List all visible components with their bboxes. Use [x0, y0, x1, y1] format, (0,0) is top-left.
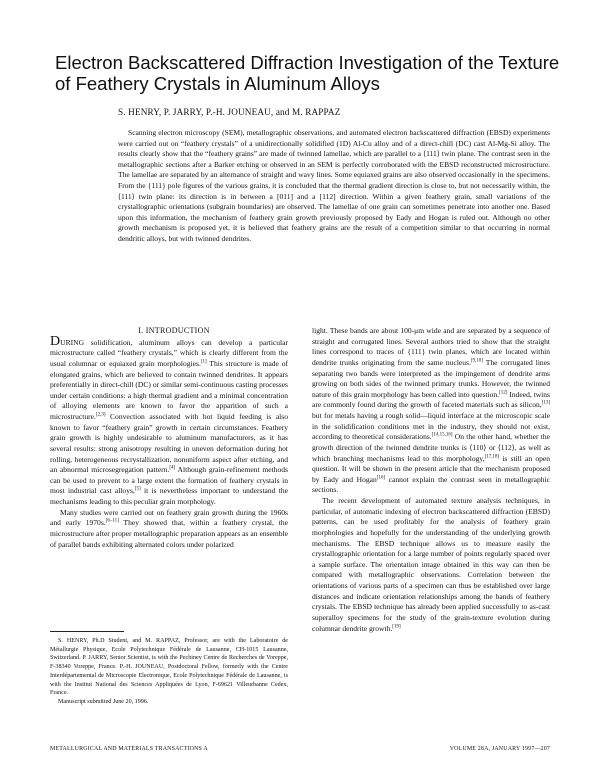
- citation: [14,15,16]: [431, 432, 453, 438]
- citation: [5]: [134, 486, 141, 492]
- citation: [12]: [499, 390, 508, 396]
- abstract: [118, 128, 550, 245]
- drop-cap: D: [50, 333, 61, 349]
- citation: [19]: [392, 623, 401, 629]
- intro-paragraph-2: Many studies were carried out on feathery grain growth during the 1960s and early 1970s.[6–11] They showed that, within a feathery crystal, the microstructure after proper metallographic preparation appears as an ensemble of parallel bands exhibiting alternated colors under polarized: [50, 507, 289, 549]
- left-column: [50, 326, 288, 550]
- affiliations: S. HENRY, Ph.D Student, and M. RAPPAZ, Professor, are with the Laboratoire de Métallurgie Physique, Ecole Polytechnique Fédérale de Lausanne, CH-1015 Lausanne, Switzerland. P. JARRY, Senior Scientist, is with the Pechiney Centre de Recherches de Voreppe, F-38340 Voreppe, France. P.-H. JOUNEAU, Postdoctoral Fellow, formerly with the Centre Interdépartemental de Microscopie Electronique, Ecole Polytechnique Fédérale de Lausanne, is with the Institut National des Sciences Appliquées de Lyon, F-69621 Villeurbanne Cedex, France.: [50, 638, 288, 697]
- citation: [6–11]: [105, 518, 119, 524]
- journal-name: METALLURGICAL AND MATERIALS TRANSACTIONS A: [50, 746, 208, 752]
- paper-title: Electron Backscattered Diffraction Investigation of the Texture of Feathery Crystals in Aluminum Alloys: [55, 52, 560, 94]
- citation: [4]: [169, 465, 176, 471]
- right-column: [312, 326, 550, 634]
- manuscript-date: Manuscript submitted June 20, 1996.: [58, 698, 149, 705]
- author-footnote: [50, 637, 288, 707]
- citation: [17,18]: [484, 453, 500, 459]
- citation: [16]: [376, 475, 386, 481]
- footnote-divider: [50, 631, 124, 632]
- volume-page: VOLUME 28A, JANUARY 1997—207: [449, 746, 550, 752]
- author-list: S. HENRY, P. JARRY, P.-H. JOUNEAU, and M. RAPPAZ: [118, 107, 341, 117]
- citation: [2,3]: [95, 412, 106, 418]
- citation: [1]: [200, 359, 207, 365]
- citation: [9,10]: [470, 358, 483, 364]
- intro-paragraph-4: The recent development of automated texture analysis techniques, in particular, of automatic indexing of electron backscattered diffraction (EBSD) patterns, can be used profitably for the analysis of feathery grain morphologies and hopefully for the understanding of the underlying growth mechanisms. The EBSD technique allows us to measure easily the crystallographic orientation for a large number of points regularly spaced over a sample surface. The orientation image obtained in this way can then be compared with metallographic observations. Correlation between the orientations of various parts of a specimen can thus be established over large distances and indicate orientation relationships among the bands of feathery crystals. The EBSD technique has already been applied successfully to as-cast superalloy specimens for the study of the grain-texture evolution during columnar dendrite growth.[19]: [312, 496, 550, 633]
- intro-paragraph-1: DURING solidification, aluminum alloys can develop a particular microstructure called “feathery crystals,” which is clearly different from the usual columnar or equiaxed grain morphologies.[1] This structure is made of elongated grains, which are believed to contain twinned dendrites. It appears preferentially in direct-chill (DC) or similar semi-continuous casting processes under certain conditions: a high thermal gradient and a minimal concentration of alloying elements are known to favor the apparition of such a microstructure.[2,3] Convection associated with hot liquid feeding is also known to favor “feathery grain” growth in certain circumstances. Feathery grain growth is highly undesirable to aluminum manufacturers, as it has several results: strong anisotropy resulting in uneven deformation during hot rolling, heterogeneous recrystallization, nonuniform aspect after etching, and an abnormal microsegregation pattern.[4] Although grain-refinement methods can be used to prevent to a large extent the formation of feathery crystals in most industrial cast alloys,[5] it is nevertheless important to understand the mechanisms leading to this peculiar grain morphology.: [50, 333, 288, 506]
- citation: [13]: [541, 400, 550, 406]
- intro-paragraph-3: light. These bands are about 100-μm wide and are separated by a sequence of straight and corrugated lines. Several authors tried to show that the straight lines correspond to traces of {111} twin planes, which are located within dendrite trunks originating from the same nucleus.[9,10] The corrugated lines separating two bands were interpreted as the impingement of dendrite arms growing on both sides of the twinned primary trunks. However, the twinned nature of this grain morphology has been called into question.[12] Indeed, twins are commonly found during the growth of faceted materials such as silicon,[13] but for metals having a rough solid—liquid interface at the microscopic scale in the solidification conditions met in the industry, they should not exist, according to theoretical considerations.[14,15,16] On the other hand, whether the growth direction of the twinned dendrite trunks is ⟨110⟩ or ⟨112⟩, as well as which branching mechanisms lead to this morphology,[17,18] is still an open question. It will be shown in the present article that the mechanism proposed by Eady and Hogan[16] cannot explain the contrast seen in metallographic sections.: [312, 326, 550, 495]
- abstract-text: Scanning electron microscopy (SEM), metallographic observations, and automated electron backscattered diffraction (EBSD) experiments were carried out on “feathery crystals” of a unidirectionally solidified (1D) Al-Cu alloy and of a direct-chill (DC) cast Al-Mg-Si alloy. The results clearly show that the “feathery grains” are made of twinned lamellae, which are parallel to a ⟨111⟩ twin plane. The contrast seen in the metallographic sections after a Barker etching or observed in an SEM is perfectly corroborated with the EBSD reconstructed microstructure. The lamellae are separated by an alternance of straight and wavy lines. Some equiaxed grains are also observed occasionally in the specimens. From the {111} pole figures of the various grains, it is concluded that the thermal gradient direction is close to, but not necessarily within, the ⟨111⟩ twin plane: its direction is in between a [011] and a [112] direction. Within a given feathery grain, small variations of the crystallographic orientations (subgrain boundaries) are observed. The lamellae of one grain can sometimes penetrate into another one. Based upon this information, the mechanism of feathery grain growth previously proposed by Eady and Hogan is ruled out. Although no other growth mechanism is proposed yet, it is believed that feathery grains are the result of a competition similar to that occurring in normal dendritic alloys, but with twinned dendrites.: [118, 128, 550, 243]
- section-heading: I. INTRODUCTION: [138, 326, 210, 335]
